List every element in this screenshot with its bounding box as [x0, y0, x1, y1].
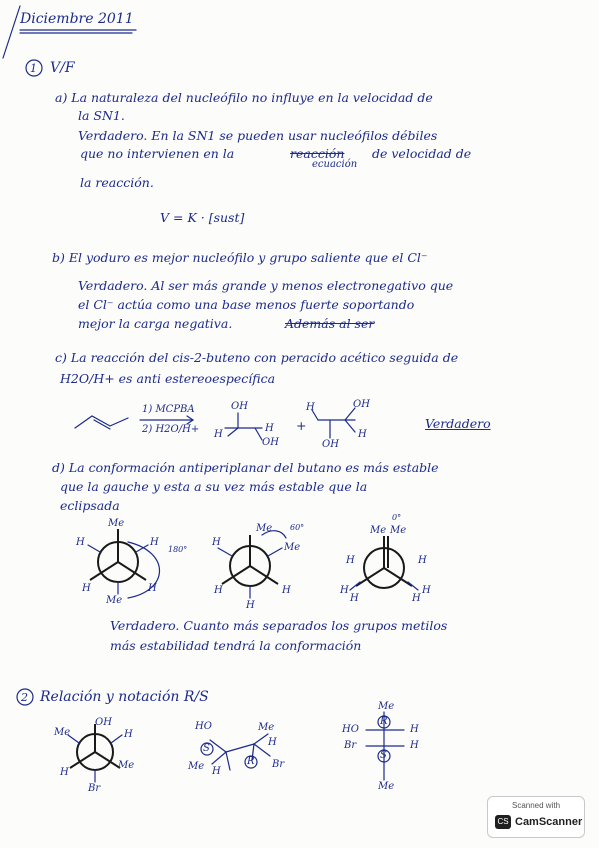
q1b-answer-line1: Verdadero. Al ser más grande y menos electronegativo que — [78, 278, 454, 293]
svg-text:1: 1 — [30, 62, 37, 75]
q1d-answer-line2: más estabilidad tendrá la conformación — [110, 638, 362, 653]
q1c-p2-oh-top: OH — [353, 399, 370, 410]
q1d-eclipsed-h-br2: H — [412, 593, 421, 604]
q2-newman-h-right: H — [124, 729, 133, 740]
q2-sawhorse-me-top: Me — [258, 722, 275, 733]
q2-sawhorse-r: R — [247, 756, 255, 767]
q1a-answer-line3: la reacción. — [80, 175, 154, 190]
q2-sawhorse-s: S — [203, 743, 210, 754]
q1d-eclipsed-me-2: Me — [390, 525, 407, 536]
q1b-question: b) El yoduro es mejor nucleófilo y grupo saliente que el Cl⁻ — [52, 250, 428, 265]
q1a-answer-line1: Verdadero. En la SN1 se pueden usar nucleófilos débiles — [78, 128, 438, 143]
q1d-question-line3: eclipsada — [60, 498, 120, 513]
q1d-eclipsed-h-bl1: H — [340, 585, 349, 596]
q1b-answer-line3: mejor la carga negativa. — [78, 316, 233, 331]
camscanner-name: CamScanner — [515, 816, 583, 828]
q1c-question-line1: c) La reacción del cis-2-buteno con peracido acético seguida de — [55, 350, 459, 365]
camscanner-watermark — [487, 796, 585, 838]
q2-sawhorse-h-right: H — [268, 737, 277, 748]
q1b-answer-line2: el Cl⁻ actúa como una base menos fuerte soportando — [78, 297, 415, 312]
q1d-eclipsed-h-bl2: H — [350, 593, 359, 604]
q2-fischer-br: Br — [344, 740, 357, 751]
q2-fischer-h-top: H — [410, 724, 419, 735]
q2-fischer-ho: HO — [342, 724, 359, 735]
q1d-anti-h-br: H — [148, 583, 157, 594]
q1d-eclipsed-angle: 0° — [392, 513, 402, 522]
q1d-gauche-h-left: H — [212, 537, 221, 548]
svg-text:2: 2 — [21, 691, 28, 704]
q1a-question-line2: la SN1. — [78, 108, 125, 123]
q1a-answer-line2: que no intervienen en la — [80, 146, 235, 161]
q2-newman-me-left: Me — [54, 727, 71, 738]
q2-fischer-me-top: Me — [378, 701, 395, 712]
q1c-p2-oh-bottom: OH — [322, 439, 339, 450]
q1c-plus: + — [296, 418, 307, 433]
q1a-formula: V = K · [sust] — [160, 210, 245, 225]
date-header: Diciembre 2011 — [20, 11, 134, 27]
q1d-question-line2: que la gauche y esta a su vez más estable que la — [60, 479, 368, 494]
q1d-eclipsed-h-br1: H — [422, 585, 431, 596]
q1d-anti-h-bl: H — [82, 583, 91, 594]
q1d-anti-me-top: Me — [108, 518, 125, 529]
q1c-p1-h-right: H — [265, 423, 274, 434]
q2-newman-br: Br — [88, 783, 101, 794]
q2-fischer-s: S — [380, 750, 387, 761]
q1d-eclipsed-h-right: H — [418, 555, 427, 566]
q2-fischer-r: R — [380, 716, 388, 727]
q1a-question-line1: a) La naturaleza del nucleófilo no influye en la velocidad de — [55, 90, 433, 105]
q2-newman-me-right: Me — [118, 760, 135, 771]
q1c-question-line2: H2O/H+ es anti estereoespecífica — [60, 371, 276, 386]
q1d-anti-me-bottom: Me — [106, 595, 123, 606]
q2-newman-h-left: H — [60, 767, 69, 778]
q1d-gauche-h-br: H — [282, 585, 291, 596]
q1d-anti-angle: 180° — [168, 545, 188, 554]
q1c-p1-oh-bottom: OH — [262, 437, 279, 448]
q1d-gauche-me-right: Me — [284, 542, 301, 553]
q2-newman-oh: OH — [95, 717, 112, 728]
q2-sawhorse-me-left: Me — [188, 761, 205, 772]
q2-fischer-me-bottom: Me — [378, 781, 395, 792]
q1a-answer-line2-end: de velocidad de — [372, 146, 472, 161]
q1d-anti-h-left: H — [76, 537, 85, 548]
q2-fischer-h-bottom: H — [410, 740, 419, 751]
q1b-answer-strike: Además al ser — [285, 316, 375, 331]
q1d-eclipsed-h-left: H — [346, 555, 355, 566]
q1d-question-line1: d) La conformación antiperiplanar del butano es más estable — [52, 460, 439, 475]
q1d-gauche-h-bl: H — [214, 585, 223, 596]
q2-sawhorse-ho: HO — [195, 721, 212, 732]
q1c-p2-h-right: H — [358, 429, 367, 440]
q1c-p1-h-left: H — [214, 429, 223, 440]
q1d-anti-h-right: H — [150, 537, 159, 548]
q1d-gauche-me-top: Me — [256, 523, 273, 534]
q1d-gauche-h-bottom: H — [246, 600, 255, 611]
q1a-answer-insert: ecuación — [312, 159, 358, 170]
q1c-reagent-2: 2) H2O/H+ — [142, 424, 200, 435]
q1a-answer-strike: reacción — [290, 146, 345, 161]
q1c-answer: Verdadero — [425, 416, 491, 431]
q1-title: V/F — [50, 60, 75, 76]
q1c-p1-oh-top: OH — [231, 401, 248, 412]
q1d-gauche-angle: 60° — [290, 523, 305, 532]
camscanner-logo-icon: CS — [495, 815, 511, 829]
q2-sawhorse-br: Br — [272, 759, 285, 770]
q1d-answer-line1: Verdadero. Cuanto más separados los grupos metilos — [110, 618, 448, 633]
q2-title: Relación y notación R/S — [40, 689, 209, 705]
scanned-with-text: Scanned with — [511, 801, 561, 810]
q2-sawhorse-h-bottom: H — [212, 766, 221, 777]
q1c-p2-h-left: H — [306, 402, 315, 413]
q1d-eclipsed-me-1: Me — [370, 525, 387, 536]
q1c-reagent-1: 1) MCPBA — [142, 404, 195, 415]
